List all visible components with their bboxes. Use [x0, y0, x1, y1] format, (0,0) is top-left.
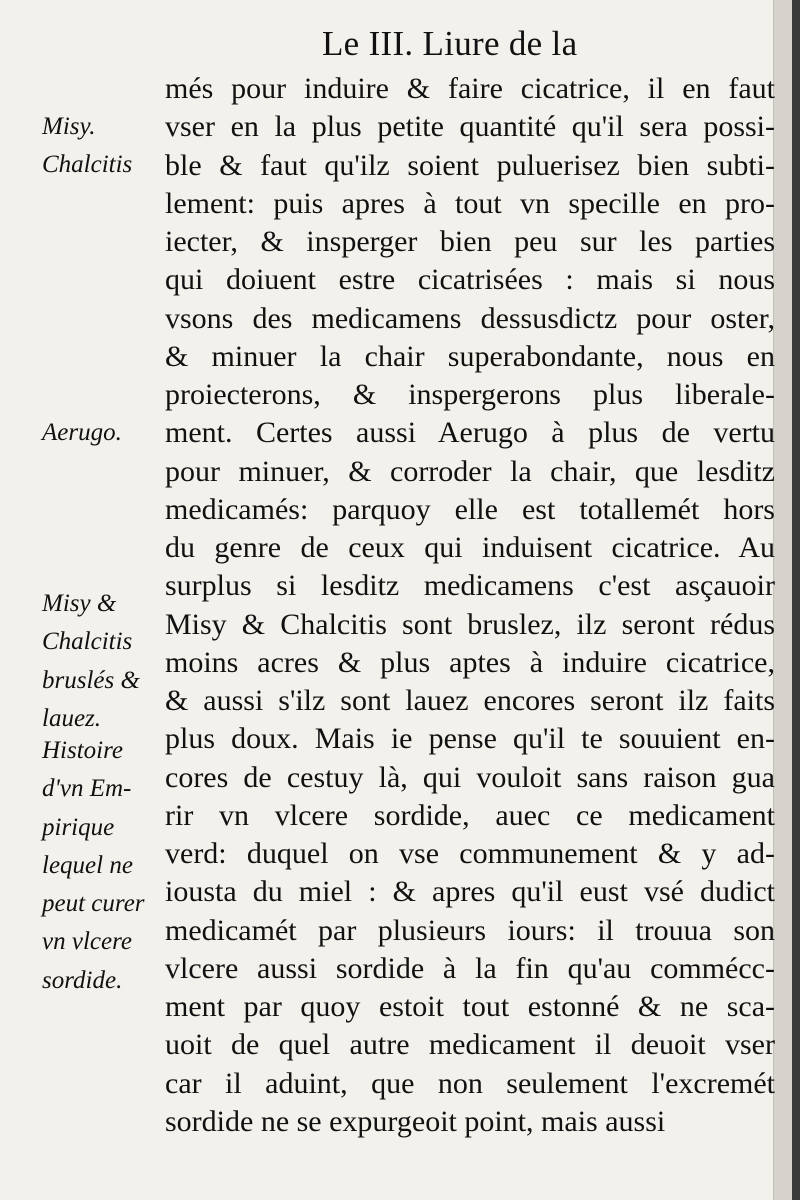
margin-note-misy-chalcitis [42, 108, 132, 185]
margin-note-line: bruslés & [42, 666, 140, 694]
body-line: cores de cestuy là, qui vouloit sans raison gua [165, 760, 775, 794]
body-line: lement: puis apres à tout vn specille en pro- [165, 186, 775, 220]
body-line: uoit de quel autre medicament il deuoit vser [165, 1028, 775, 1062]
body-line: car il aduint, que non seulement l'excremét [165, 1066, 775, 1100]
body-line: medicamét par plusieurs iours: il trouua son [165, 913, 775, 947]
body-line: vser en la plus petite quantité qu'il sera possi- [165, 110, 775, 144]
margin-note-line: Misy & [42, 590, 117, 617]
margin-note-line: d'vn Em- [42, 775, 132, 803]
body-line: sordide ne se expurgeoit point, mais aussi [165, 1104, 666, 1138]
body-line: qui doiuent estre cicatrisées : mais si nous [165, 263, 775, 297]
margin-note-line: lequel ne [42, 851, 133, 879]
margin-note-line: Aerugo. [42, 419, 122, 446]
body-line: Misy & Chalcitis sont bruslez, ilz seront rédus [165, 607, 775, 641]
body-text [165, 70, 775, 1141]
body-line: moins acres & plus aptes à induire cicatrice, [165, 645, 775, 679]
margin-note-line: Chalcitis [42, 151, 133, 179]
margin-note-line: vn vlcere [42, 928, 132, 956]
body-line: proiecterons, & inspergerons plus liberale- [165, 378, 775, 411]
margin-note-line: Misy. [42, 113, 96, 140]
body-line: & aussi s'ilz sont lauez encores seront ilz faits [165, 684, 775, 717]
body-line: verd: duquel on vse communement & y ad- [165, 837, 775, 870]
body-line: més pour induire & faire cicatrice, il en faut [165, 72, 775, 105]
body-line: medicamés: parquoy elle est totallemét hors [165, 492, 775, 526]
body-line: & minuer la chair superabondante, nous en [165, 339, 775, 373]
body-line: iecter, & insperger bien peu sur les parties [165, 225, 775, 258]
body-line: ment. Certes aussi Aerugo à plus de vertu [165, 416, 775, 450]
running-head: Le III. Liure de la [322, 24, 578, 63]
margin-note-line: Histoire [42, 737, 124, 764]
margin-note-line: sordide. [42, 966, 123, 994]
body-line: vlcere aussi sordide à la fin qu'au commécc- [165, 951, 775, 985]
body-line: rir vn vlcere sordide, auec ce medicament [165, 798, 775, 832]
margin-note-line: Chalcitis [42, 628, 133, 656]
margin-note-line: peut curer [42, 890, 145, 917]
body-line: plus doux. Mais ie pense qu'il te souuient en- [165, 722, 775, 756]
page-edge-shadow [792, 0, 800, 1200]
body-line: ble & faut qu'ilz soient puluerisez bien subti- [165, 148, 775, 182]
body-line: iousta du miel : & apres qu'il eust vsé dudict [165, 875, 775, 909]
margin-note-line: lauez. [42, 704, 102, 732]
body-line: pour minuer, & corroder la chair, que lesditz [165, 454, 775, 488]
body-line: surplus si lesditz medicamens c'est asçauoir [165, 569, 775, 603]
margin-note-misy-chalcitis-brusles [42, 585, 140, 738]
body-line: vsons des medicamens dessusdictz pour oster, [165, 301, 775, 335]
margin-note-aerugo [42, 414, 122, 452]
body-line: du genre de ceux qui induisent cicatrice. Au [165, 531, 775, 564]
margin-note-line: pirique [42, 813, 115, 841]
margin-note-histoire-empirique [42, 732, 145, 1000]
body-line: ment par quoy estoit tout estonné & ne sca- [165, 990, 775, 1023]
